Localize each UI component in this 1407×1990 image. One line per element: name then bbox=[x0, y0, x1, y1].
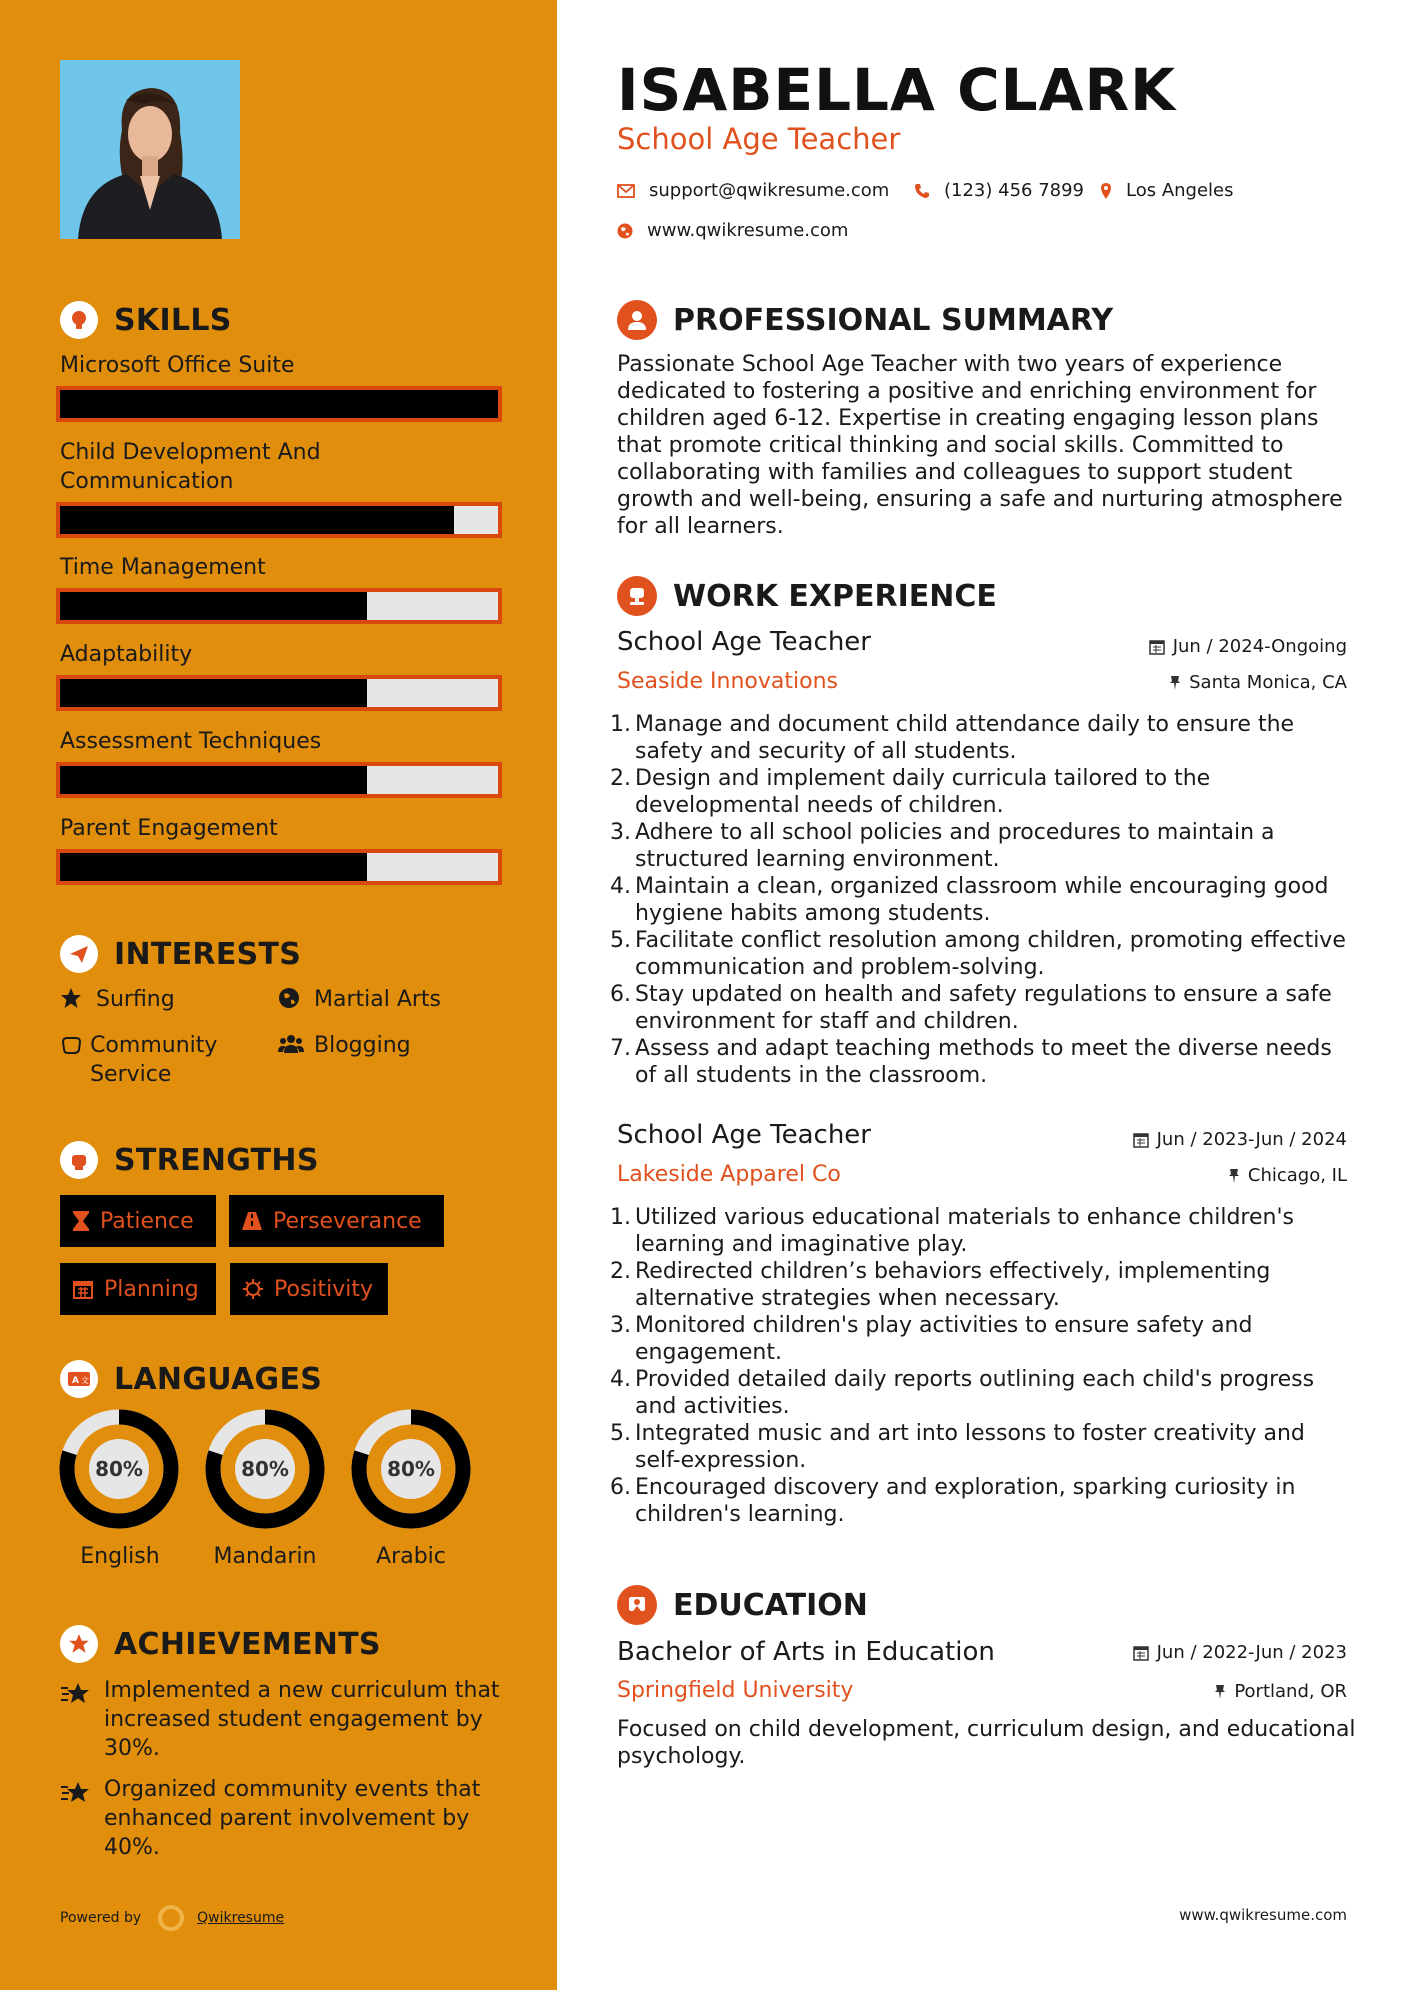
skill-label: Child Development And Communication bbox=[60, 440, 321, 494]
summary-heading bbox=[617, 300, 1113, 340]
job-dates-text: Jun / 2024-Ongoing bbox=[1172, 636, 1347, 657]
job-bullet-text: Encouraged discovery and exploration, sparking curiosity in children's learning. bbox=[635, 1475, 1296, 1527]
avatar bbox=[60, 60, 240, 239]
job-bullet: 7. Assess and adapt teaching methods to meet the diverse needs of all students in the classroom. bbox=[610, 1036, 1332, 1088]
lightbulb-icon bbox=[60, 301, 98, 339]
strength-label: Patience bbox=[100, 1208, 194, 1234]
footer-website[interactable]: www.qwikresume.com bbox=[1179, 1906, 1347, 1924]
job-bullet: 4. Provided detailed daily reports outlining each child's progress and activities. bbox=[610, 1367, 1315, 1419]
fist-icon bbox=[60, 1141, 98, 1179]
candidate-name: ISABELLA CLARK bbox=[617, 56, 1177, 124]
job-bullet-text: Redirected children’s behaviors effectively, implementing alternative strategies when necessary. bbox=[635, 1259, 1271, 1311]
achievements-heading bbox=[60, 1625, 381, 1663]
job-dates-text: Jun / 2023-Jun / 2024 bbox=[1156, 1129, 1347, 1150]
strengths-title: STRENGTHS bbox=[114, 1142, 319, 1178]
achievements-title: ACHIEVEMENTS bbox=[114, 1626, 381, 1662]
user-icon bbox=[617, 300, 657, 340]
globe-icon bbox=[278, 987, 306, 1017]
interest-label: Surfing bbox=[96, 987, 175, 1012]
job-bullet-text: Monitored children's play activities to ensure safety and engagement. bbox=[635, 1313, 1253, 1365]
pin-icon bbox=[1169, 675, 1181, 691]
degree-title: Bachelor of Arts in Education bbox=[617, 1637, 995, 1667]
interest-item bbox=[278, 985, 441, 1017]
job-bullet-text: Manage and document child attendance daily to ensure the safety and security of all students. bbox=[635, 712, 1295, 764]
job-bullet-text: Provided detailed daily reports outlining each child's progress and activities. bbox=[635, 1367, 1315, 1419]
skill-bar bbox=[56, 588, 502, 624]
job-bullet: 2. Redirected children’s behaviors effectively, implementing alternative strategies when necessary. bbox=[610, 1259, 1271, 1311]
skill-label: Time Management bbox=[60, 555, 266, 580]
education-heading bbox=[617, 1585, 868, 1625]
job-bullets bbox=[610, 711, 1350, 1089]
job-bullet: 6. Encouraged discovery and exploration, sparking curiosity in children's learning. bbox=[610, 1475, 1296, 1527]
job-location-text: Chicago, IL bbox=[1247, 1165, 1347, 1186]
skills-title: SKILLS bbox=[114, 302, 232, 338]
award-star-icon bbox=[60, 1625, 98, 1663]
language-ring bbox=[57, 1407, 181, 1535]
summary-text: Passionate School Age Teacher with two years of experience dedicated to fostering a positive and enriching environment for children aged 6-12. Expertise in creating engaging lesson plans that promote critical thinking and social skills. Committed to collaborating with families and colleagues to support student growth and well-being, ensuring a safe and nurturing atmosphere for all learners. bbox=[617, 352, 1343, 539]
job-title: School Age Teacher bbox=[617, 1120, 871, 1150]
language-ring bbox=[203, 1407, 327, 1535]
achievement-text: Organized community events that enhanced parent involvement by 40%. bbox=[104, 1777, 481, 1860]
graduation-icon bbox=[617, 1585, 657, 1625]
achievement-item bbox=[60, 1676, 500, 1763]
contact-location bbox=[1100, 180, 1234, 201]
contact-email[interactable] bbox=[617, 180, 889, 201]
calendar-icon bbox=[1149, 639, 1165, 655]
strength-label: Perseverance bbox=[273, 1208, 422, 1234]
job-bullet: 1. Manage and document child attendance daily to ensure the safety and security of all students. bbox=[610, 712, 1295, 764]
interest-item bbox=[278, 1031, 411, 1063]
sun-icon bbox=[242, 1278, 264, 1300]
skill-fill bbox=[60, 766, 367, 794]
contact-website[interactable] bbox=[617, 220, 848, 241]
map-pin-icon bbox=[1100, 182, 1112, 200]
job-location bbox=[1169, 672, 1347, 693]
skill-fill bbox=[60, 679, 367, 707]
strength-label: Planning bbox=[104, 1276, 199, 1302]
education-location bbox=[1214, 1681, 1347, 1702]
job-bullet: 5. Facilitate conflict resolution among children, promoting effective communication and problem-solving. bbox=[610, 928, 1346, 980]
job-bullet-text: Assess and adapt teaching methods to meet the diverse needs of all students in the classroom. bbox=[635, 1036, 1332, 1088]
calendar-icon bbox=[1133, 1132, 1149, 1148]
job-bullet-text: Design and implement daily curricula tailored to the developmental needs of children. bbox=[635, 766, 1211, 818]
skills-heading bbox=[60, 301, 232, 339]
interest-label: Martial Arts bbox=[314, 987, 442, 1012]
hourglass-icon bbox=[72, 1210, 90, 1232]
hand-icon bbox=[60, 1033, 82, 1063]
job-bullet-text: Utilized various educational materials to enhance children's learning and imaginative play. bbox=[635, 1205, 1294, 1257]
skill-bar bbox=[56, 502, 502, 538]
job-bullet: 5. Integrated music and art into lessons to foster creativity and self-expression. bbox=[610, 1421, 1305, 1473]
ring-percent-label: 80% bbox=[387, 1457, 435, 1481]
qwikresume-logo-icon bbox=[157, 1904, 185, 1932]
skill-fill bbox=[60, 390, 498, 418]
job-bullet: 2. Design and implement daily curricula tailored to the developmental needs of children. bbox=[610, 766, 1211, 818]
job-dates bbox=[1149, 636, 1347, 657]
skill-fill bbox=[60, 592, 367, 620]
skill-bar bbox=[56, 849, 502, 885]
phone-icon bbox=[914, 183, 930, 199]
interests-title: INTERESTS bbox=[114, 936, 302, 972]
website-text: www.qwikresume.com bbox=[647, 220, 849, 241]
profile-photo bbox=[60, 60, 240, 239]
skill-fill bbox=[60, 506, 454, 534]
language-label: Arabic bbox=[376, 1544, 446, 1569]
job-bullet: 1. Utilized various educational materials to enhance children's learning and imaginative play. bbox=[610, 1205, 1294, 1257]
svg-text:A: A bbox=[72, 1376, 79, 1386]
job-bullet-text: Adhere to all school policies and procedures to maintain a structured learning environment. bbox=[635, 820, 1275, 872]
skill-label: Parent Engagement bbox=[60, 816, 278, 841]
experience-heading bbox=[617, 576, 997, 616]
ring-percent-label: 80% bbox=[241, 1457, 289, 1481]
skill-fill bbox=[60, 853, 367, 881]
interest-label: Community Service bbox=[90, 1033, 218, 1087]
job-bullet-text: Facilitate conflict resolution among children, promoting effective communication and problem-solving. bbox=[635, 928, 1346, 980]
pin-icon bbox=[1214, 1684, 1226, 1700]
job-bullet-text: Integrated music and art into lessons to foster creativity and self-expression. bbox=[635, 1421, 1305, 1473]
job-bullet: 3. Adhere to all school policies and procedures to maintain a structured learning environment. bbox=[610, 820, 1275, 872]
strength-chip bbox=[60, 1195, 216, 1247]
skill-bar bbox=[56, 386, 502, 422]
paper-plane-icon bbox=[60, 935, 98, 973]
language-ring-chart bbox=[203, 1407, 327, 1531]
achievement-text: Implemented a new curriculum that increased student engagement by 30%. bbox=[104, 1678, 500, 1761]
job-title: School Age Teacher bbox=[617, 627, 871, 657]
skill-label: Microsoft Office Suite bbox=[60, 353, 295, 378]
summary-title: PROFESSIONAL SUMMARY bbox=[673, 302, 1114, 338]
languages-title: LANGUAGES bbox=[114, 1361, 323, 1397]
company-name: Lakeside Apparel Co bbox=[617, 1162, 841, 1187]
job-location bbox=[1228, 1165, 1347, 1186]
sidebar bbox=[0, 0, 557, 1990]
translate-icon bbox=[60, 1360, 98, 1398]
phone-text: (123) 456 7899 bbox=[944, 180, 1085, 201]
strength-chip bbox=[229, 1195, 444, 1247]
school-name: Springfield University bbox=[617, 1678, 854, 1703]
language-label: Mandarin bbox=[213, 1544, 317, 1569]
powered-by-label: Powered by bbox=[60, 1910, 142, 1926]
strength-chip bbox=[60, 1263, 216, 1315]
calendar-icon bbox=[72, 1278, 94, 1300]
education-dates-text: Jun / 2022-Jun / 2023 bbox=[1156, 1642, 1347, 1663]
job-bullets bbox=[610, 1204, 1350, 1528]
language-ring-chart bbox=[349, 1407, 473, 1531]
interest-item bbox=[60, 985, 175, 1017]
skill-bar bbox=[56, 675, 502, 711]
strength-label: Positivity bbox=[274, 1276, 374, 1302]
languages-heading bbox=[60, 1360, 322, 1398]
road-icon bbox=[241, 1210, 263, 1232]
svg-text:文: 文 bbox=[81, 1376, 89, 1385]
candidate-title: School Age Teacher bbox=[617, 122, 901, 156]
education-dates bbox=[1133, 1642, 1347, 1663]
education-title: EDUCATION bbox=[673, 1587, 868, 1623]
education-location-text: Portland, OR bbox=[1234, 1681, 1347, 1702]
job-bullet-text: Maintain a clean, organized classroom while encouraging good hygiene habits among students. bbox=[635, 874, 1329, 926]
interest-item bbox=[60, 1031, 260, 1089]
calendar-icon bbox=[1133, 1645, 1149, 1661]
company-name: Seaside Innovations bbox=[617, 669, 838, 694]
powered-by bbox=[60, 1904, 284, 1932]
language-ring-chart bbox=[57, 1407, 181, 1531]
job-location-text: Santa Monica, CA bbox=[1189, 672, 1347, 693]
job-bullet: 3. Monitored children's play activities to ensure safety and engagement. bbox=[610, 1313, 1253, 1365]
language-label: English bbox=[80, 1544, 160, 1569]
location-text: Los Angeles bbox=[1126, 180, 1234, 201]
interest-label: Blogging bbox=[314, 1033, 411, 1058]
email-text: support@qwikresume.com bbox=[649, 180, 890, 201]
experience-title: WORK EXPERIENCE bbox=[673, 578, 997, 614]
envelope-icon bbox=[617, 184, 635, 198]
strength-chip bbox=[230, 1263, 388, 1315]
contact-phone[interactable] bbox=[914, 180, 1084, 201]
job-bullet: 6. Stay updated on health and safety regulations to ensure a safe environment for staff and children. bbox=[610, 982, 1332, 1034]
skill-label: Adaptability bbox=[60, 642, 193, 667]
star-icon bbox=[60, 987, 88, 1017]
education-description: Focused on child development, curriculum design, and educational psychology. bbox=[617, 1717, 1356, 1769]
job-bullet-text: Stay updated on health and safety regulations to ensure a safe environment for staff and children. bbox=[635, 982, 1332, 1034]
strengths-heading bbox=[60, 1141, 319, 1179]
ring-percent-label: 80% bbox=[95, 1457, 143, 1481]
skill-label: Assessment Techniques bbox=[60, 729, 322, 754]
achievement-item bbox=[60, 1775, 500, 1862]
pin-icon bbox=[1228, 1168, 1240, 1184]
shooting-star-icon bbox=[60, 1779, 92, 1862]
language-ring bbox=[349, 1407, 473, 1535]
users-icon bbox=[278, 1033, 306, 1063]
interests-heading bbox=[60, 935, 301, 973]
qwikresume-link[interactable]: Qwikresume bbox=[197, 1910, 285, 1926]
shooting-star-icon bbox=[60, 1680, 92, 1763]
skill-bar bbox=[56, 762, 502, 798]
briefcase-chair-icon bbox=[617, 576, 657, 616]
globe-icon bbox=[617, 223, 633, 239]
job-dates bbox=[1133, 1129, 1347, 1150]
job-bullet: 4. Maintain a clean, organized classroom while encouraging good hygiene habits among students. bbox=[610, 874, 1329, 926]
